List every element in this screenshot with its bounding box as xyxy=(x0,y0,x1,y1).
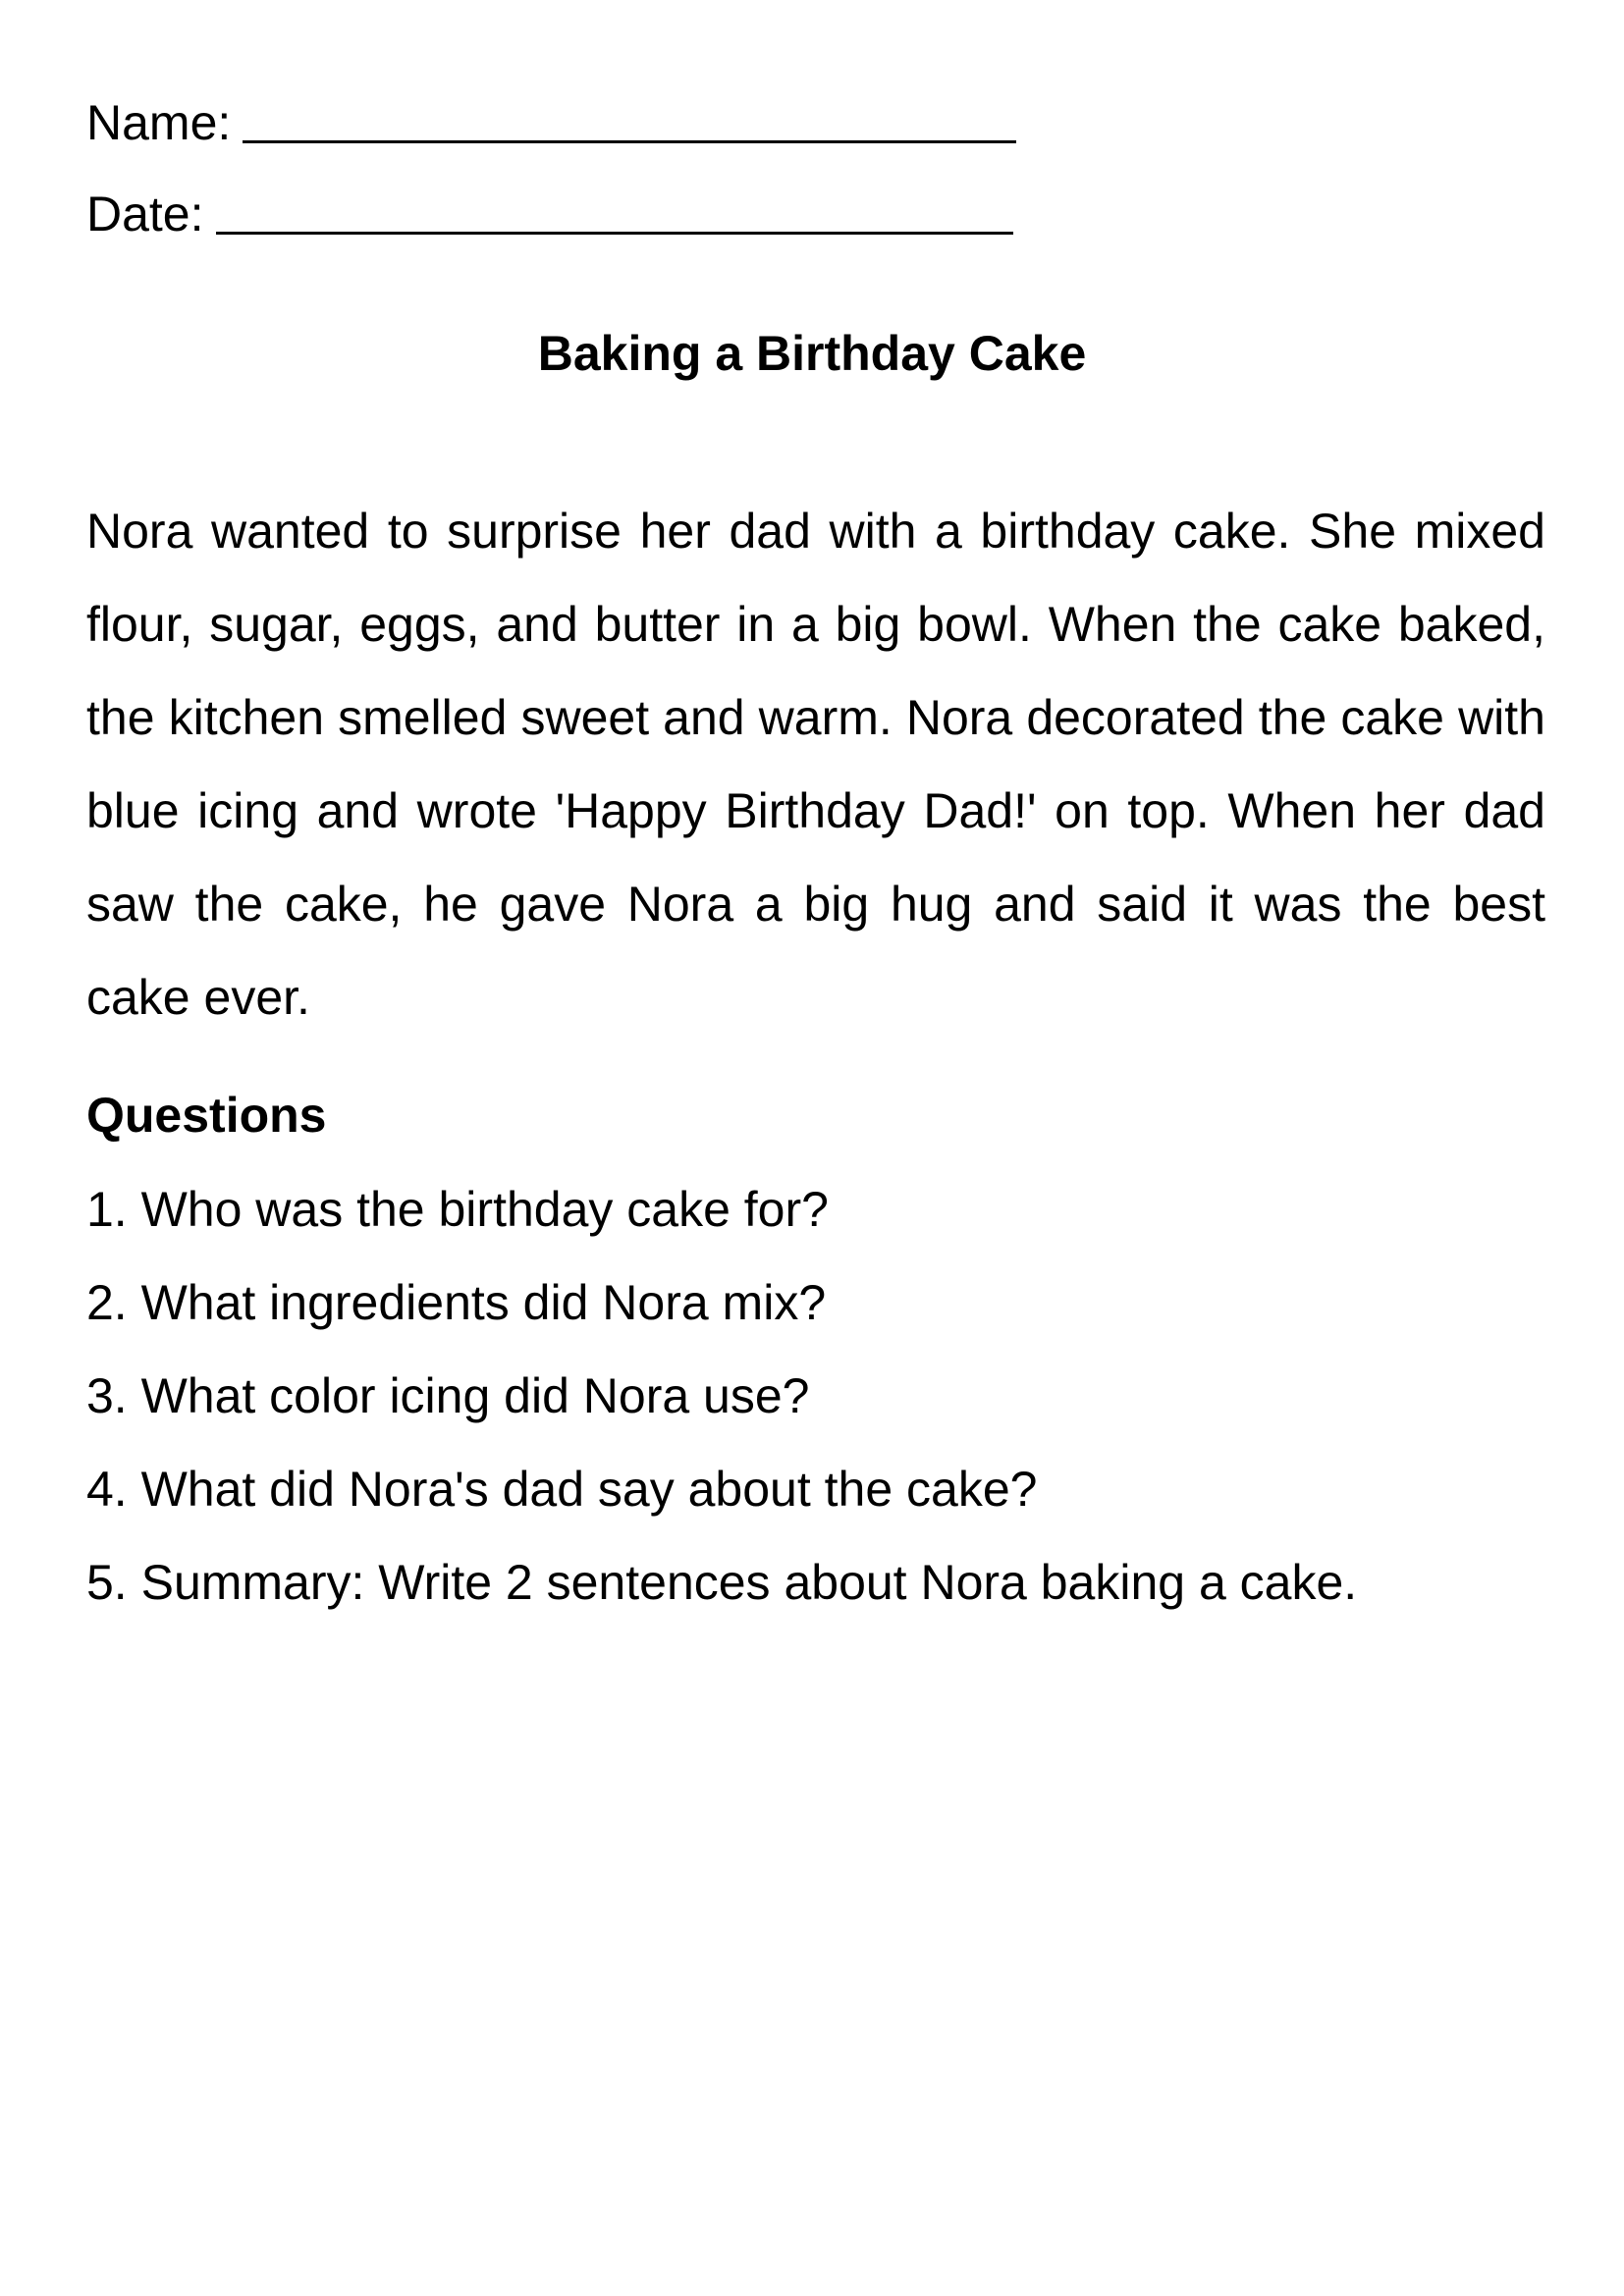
questions-list xyxy=(86,1180,1357,1646)
question-item: 4. What did Nora's dad say about the cake? xyxy=(86,1462,1038,1517)
question-item: 1. Who was the birthday cake for? xyxy=(86,1182,829,1237)
date-blank-line[interactable] xyxy=(216,232,1013,235)
name-label: Name: xyxy=(86,95,232,150)
worksheet-title: Baking a Birthday Cake xyxy=(537,326,1087,381)
questions-heading: Questions xyxy=(86,1088,327,1143)
name-field xyxy=(86,93,1016,152)
question-item: 3. What color icing did Nora use? xyxy=(86,1368,810,1423)
name-blank-line[interactable] xyxy=(243,140,1016,143)
question-item: 5. Summary: Write 2 sentences about Nora baking a cake. xyxy=(86,1555,1358,1610)
question-item: 2. What ingredients did Nora mix? xyxy=(86,1275,827,1330)
date-field xyxy=(86,185,1013,243)
reading-passage: Nora wanted to surprise her dad with a birthday cake. She mixed flour, sugar, eggs, and butter in a big bowl. When the cake baked, the kitchen smelled sweet and warm. Nora decorated the cake with blue icing and wrote 'Happy Birthday Dad!' on top. When her dad saw the cake, he gave Nora a big hug and said it was the best cake ever. xyxy=(86,504,1545,1025)
date-label: Date: xyxy=(86,187,204,241)
